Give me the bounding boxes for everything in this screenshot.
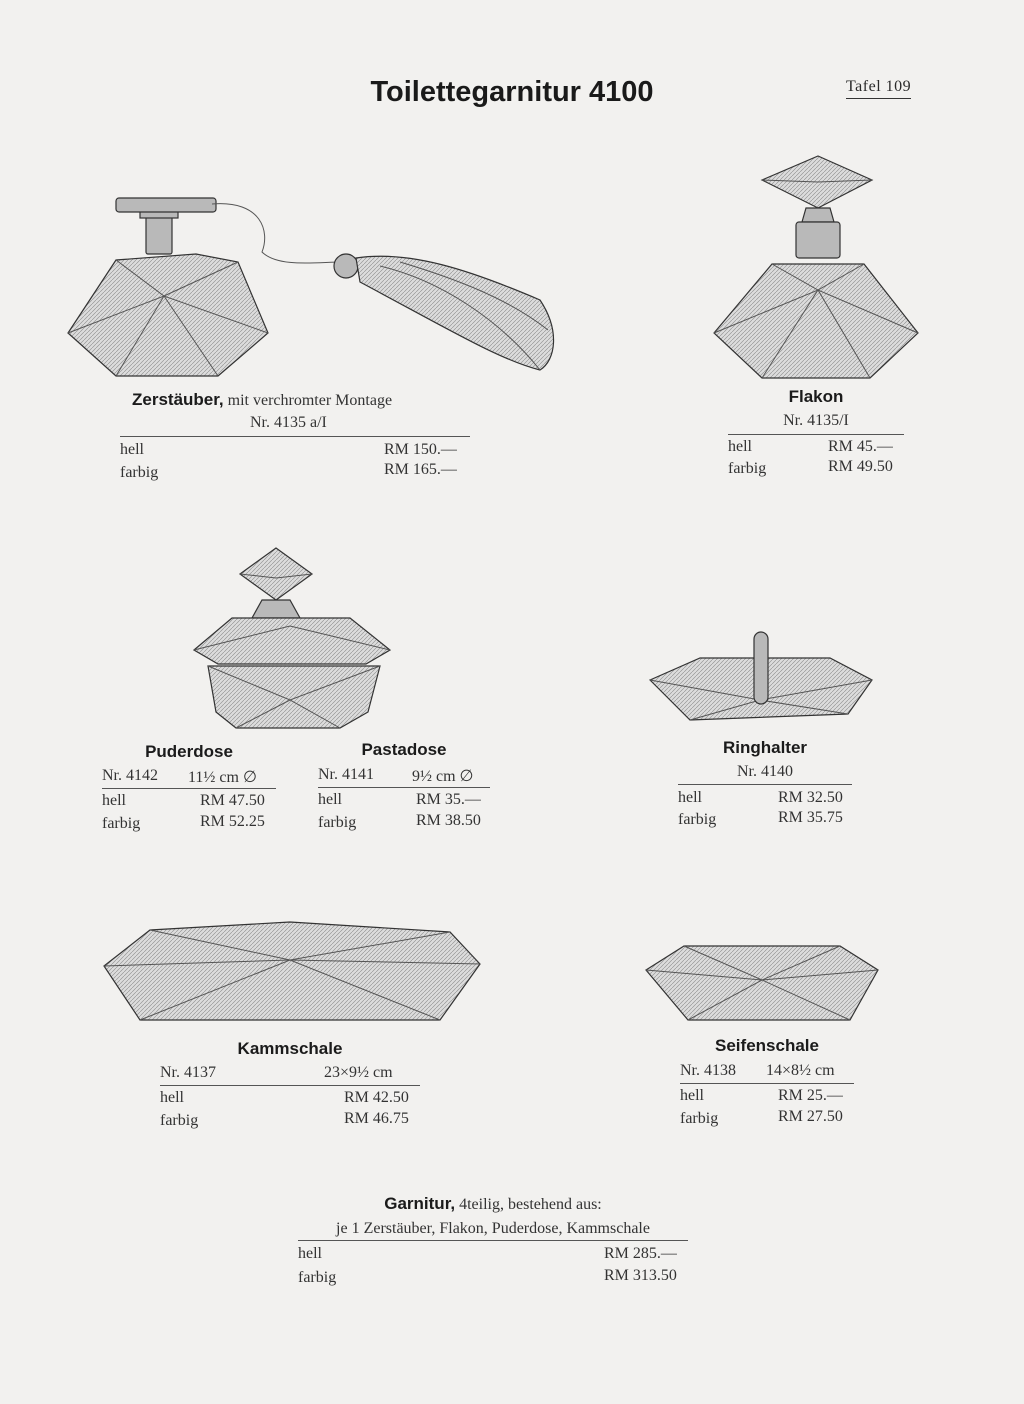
flacon-hell-price: RM 45.— bbox=[828, 438, 893, 455]
soap-dish-hell-price: RM 25.— bbox=[778, 1087, 843, 1104]
atomizer-description: mit verchromter Montage bbox=[227, 392, 393, 409]
comb-tray-farbig-price: RM 46.75 bbox=[344, 1110, 409, 1127]
set-hell-price: RM 285.— bbox=[604, 1245, 677, 1262]
powder-box-hell-label: hell bbox=[102, 792, 126, 809]
flacon-hell-label: hell bbox=[728, 438, 752, 455]
divider bbox=[680, 1083, 854, 1084]
soap-dish-farbig-price: RM 27.50 bbox=[778, 1108, 843, 1125]
set-hell-label: hell bbox=[298, 1245, 322, 1262]
set-description: 4teilig, bestehend aus: bbox=[459, 1196, 602, 1213]
soap-dish-number: Nr. 4138 bbox=[680, 1062, 736, 1079]
atomizer-hell-label: hell bbox=[120, 441, 144, 458]
atomizer-farbig-label: farbig bbox=[120, 464, 159, 481]
set-name: Garnitur, bbox=[384, 1194, 456, 1213]
plate-number: Tafel 109 bbox=[846, 78, 911, 99]
powder-box-farbig-label: farbig bbox=[102, 815, 141, 832]
divider bbox=[120, 436, 470, 437]
flacon-illustration bbox=[714, 156, 918, 378]
paste-box-size: 9½ cm ∅ bbox=[412, 768, 474, 785]
comb-tray-number: Nr. 4137 bbox=[160, 1064, 216, 1081]
divider bbox=[318, 787, 490, 788]
paste-box-name: Pastadose bbox=[361, 740, 447, 759]
atomizer-heading bbox=[132, 390, 392, 410]
powder-box-farbig-price: RM 52.25 bbox=[200, 813, 265, 830]
comb-tray-size: 23×9½ cm bbox=[324, 1064, 393, 1081]
paste-box-number: Nr. 4141 bbox=[318, 766, 374, 783]
set-farbig-price: RM 313.50 bbox=[604, 1267, 677, 1284]
divider bbox=[102, 788, 276, 789]
ring-holder-farbig-price: RM 35.75 bbox=[778, 809, 843, 826]
divider bbox=[728, 434, 904, 435]
flacon-farbig-label: farbig bbox=[728, 460, 767, 477]
flacon-number: Nr. 4135/I bbox=[783, 412, 849, 429]
set-heading bbox=[298, 1194, 688, 1214]
powder-box-name: Puderdose bbox=[145, 742, 233, 761]
comb-tray-hell-price: RM 42.50 bbox=[344, 1089, 409, 1106]
paste-box-hell-price: RM 35.— bbox=[416, 791, 481, 808]
set-farbig-label: farbig bbox=[298, 1269, 337, 1286]
soap-dish-farbig-label: farbig bbox=[680, 1110, 719, 1127]
ring-holder-number: Nr. 4140 bbox=[737, 763, 793, 780]
set-contents: je 1 Zerstäuber, Flakon, Puderdose, Kammschale bbox=[336, 1220, 650, 1237]
ring-holder-hell-label: hell bbox=[678, 789, 702, 806]
comb-tray-illustration bbox=[104, 922, 480, 1020]
flacon-name: Flakon bbox=[788, 387, 844, 406]
ring-holder-name: Ringhalter bbox=[722, 738, 808, 757]
soap-dish-illustration bbox=[646, 946, 878, 1020]
atomizer-number: Nr. 4135 a/I bbox=[250, 414, 327, 431]
powder-box-hell-price: RM 47.50 bbox=[200, 792, 265, 809]
soap-dish-hell-label: hell bbox=[680, 1087, 704, 1104]
powder-box-illustration bbox=[194, 548, 390, 728]
powder-box-number: Nr. 4142 bbox=[102, 767, 158, 784]
paste-box-farbig-price: RM 38.50 bbox=[416, 812, 481, 829]
atomizer-illustration bbox=[68, 198, 554, 376]
powder-box-size: 11½ cm ∅ bbox=[188, 769, 257, 786]
comb-tray-farbig-label: farbig bbox=[160, 1112, 199, 1129]
soap-dish-name: Seifenschale bbox=[715, 1036, 819, 1055]
atomizer-name: Zerstäuber, bbox=[132, 390, 224, 409]
page-title: Toilettegarnitur 4100 bbox=[370, 76, 654, 108]
comb-tray-hell-label: hell bbox=[160, 1089, 184, 1106]
paste-box-hell-label: hell bbox=[318, 791, 342, 808]
divider bbox=[160, 1085, 420, 1086]
ring-holder-illustration bbox=[650, 632, 872, 720]
divider bbox=[298, 1240, 688, 1241]
flacon-farbig-price: RM 49.50 bbox=[828, 458, 893, 475]
divider bbox=[678, 784, 852, 785]
soap-dish-size: 14×8½ cm bbox=[766, 1062, 835, 1079]
comb-tray-name: Kammschale bbox=[237, 1039, 343, 1058]
ring-holder-hell-price: RM 32.50 bbox=[778, 789, 843, 806]
atomizer-hell-price: RM 150.— bbox=[384, 441, 457, 458]
atomizer-farbig-price: RM 165.— bbox=[384, 461, 457, 478]
ring-holder-farbig-label: farbig bbox=[678, 811, 717, 828]
paste-box-farbig-label: farbig bbox=[318, 814, 357, 831]
